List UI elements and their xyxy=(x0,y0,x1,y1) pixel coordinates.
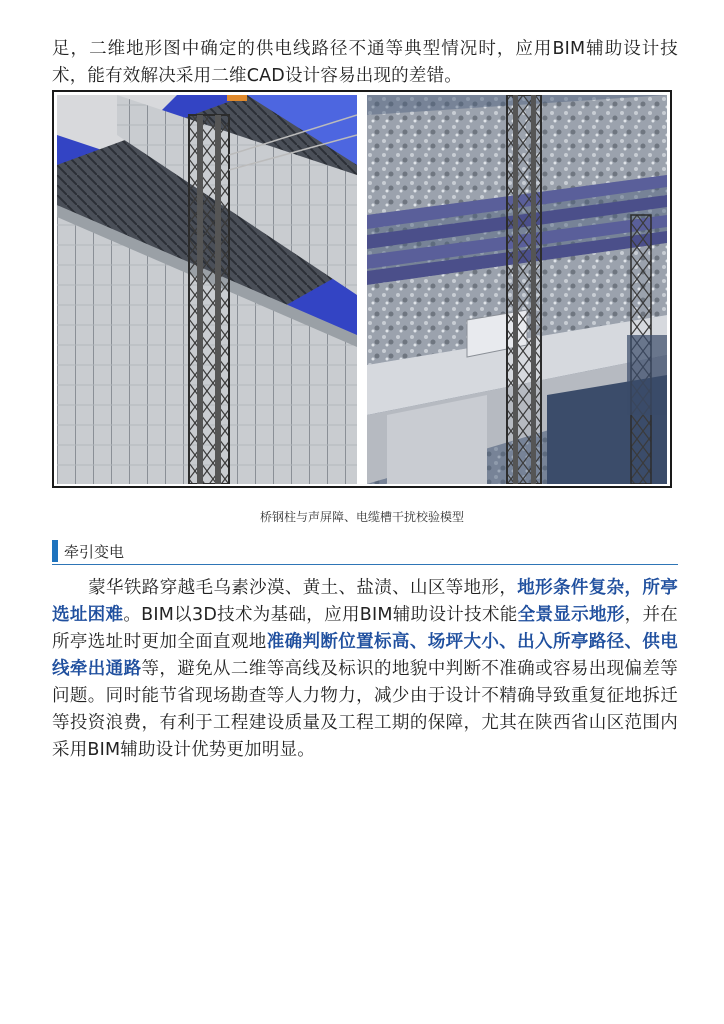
left-model-image xyxy=(57,95,357,484)
right-model-illustration xyxy=(367,95,667,484)
body-text-2: 。BIM以3D技术为基础，应用BIM辅助设计技术能 xyxy=(123,605,518,625)
right-model-image xyxy=(367,95,667,484)
body-highlight-2: 全景显示地形 xyxy=(517,605,625,625)
section-title: 牵引变电 xyxy=(64,543,125,561)
section-accent-bar xyxy=(52,540,58,562)
body-text-4: 等，避免从二维等高线及标识的地貌中判断不准确或容易出现偏差等问题。同时能节省现场勘查等人力物力，减少由于设计不精确导致重复征地拆迁等投资浪费，有利于工程建设质量及工程工期的保障，尤其在陕西省山区范围内采用BIM辅助设计优势更加明显。 xyxy=(52,659,679,760)
figure-caption: 桥钢柱与声屏障、电缆槽干扰校验模型 xyxy=(259,510,464,524)
body-highlight-1: 地形条件复杂，所亭选址困难 xyxy=(52,578,678,625)
body-text-3: ，并在所亭选址时更加全面直观地 xyxy=(52,605,679,652)
body-highlight-3: 准确判断位置标高、场坪大小、出入所亭路径、供电线牵出通路 xyxy=(52,632,678,679)
figure-frame xyxy=(52,90,672,488)
intro-paragraph: 足，二维地形图中确定的供电线路径不通等典型情况时，应用BIM辅助设计技术，能有效解决采用二维CAD设计容易出现的差错。 xyxy=(52,39,678,86)
body-text-1: 蒙华铁路穿越毛乌素沙漠、黄土、盐渍、山区等地形， xyxy=(88,578,518,598)
section-header xyxy=(52,538,678,565)
left-model-illustration xyxy=(57,95,357,484)
body-paragraph xyxy=(52,575,678,764)
